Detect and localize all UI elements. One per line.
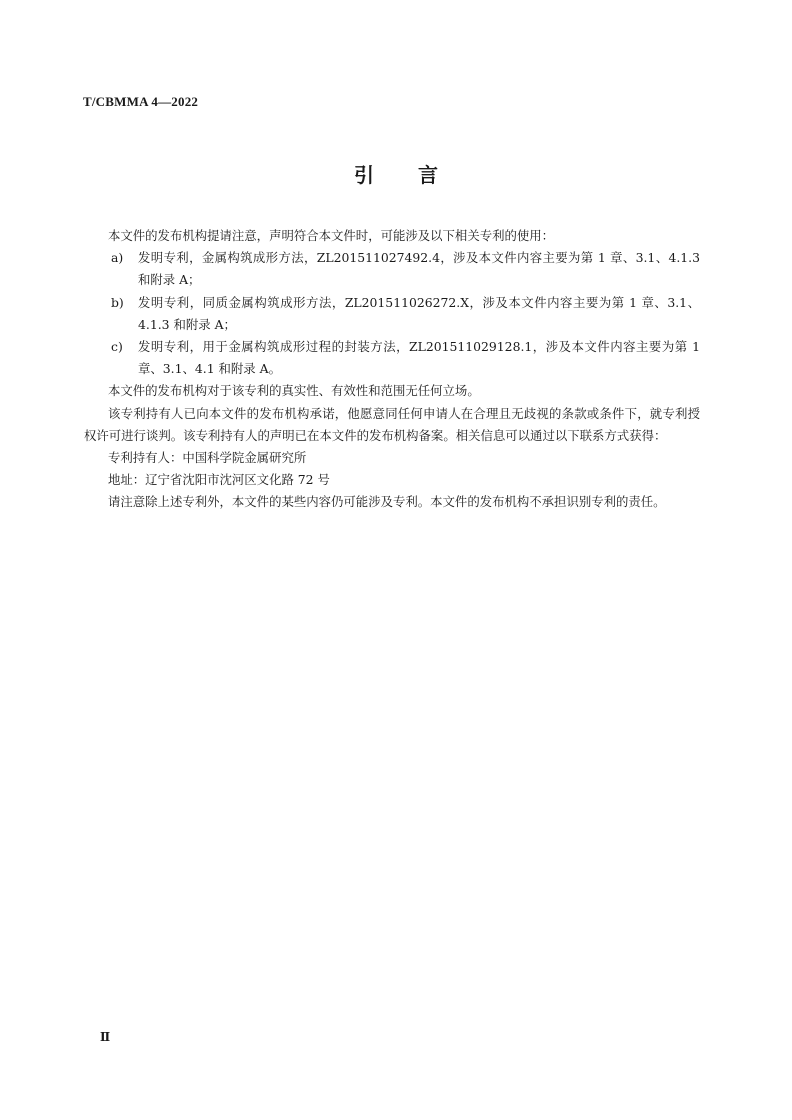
address-line: 地址：辽宁省沈阳市沈河区文化路 72 号 [108, 472, 330, 488]
document-code: T/CBMMA 4—2022 [83, 94, 199, 109]
patent-text: 发明专利，用于金属构筑成形过程的封装方法，ZL201511029128.1，涉及本文件内容主要为第 1 章、3.1、4.1 和附录 A。 [138, 339, 700, 377]
patent-item-a [84, 247, 700, 291]
patent-text: 发明专利，金属构筑成形方法，ZL201511027492.4，涉及本文件内容主要为第 1 章、3.1、4.1.3 和附录 A； [138, 250, 700, 288]
list-marker: b) [111, 294, 124, 310]
patent-item-b [84, 292, 700, 336]
intro-paragraph: 本文件的发布机构提请注意，声明符合本文件时，可能涉及以下相关专利的使用： [108, 228, 555, 243]
patent-text: 发明专利，同质金属构筑成形方法，ZL201511026272.X，涉及本文件内容主要为第 1 章、3.1、4.1.3 和附录 A； [138, 294, 700, 332]
patent-holder-line: 专利持有人：中国科学院金属研究所 [108, 450, 307, 466]
patent-item-c [84, 336, 700, 380]
page-title: 引言 [354, 163, 482, 187]
responsibility-paragraph: 本文件的发布机构对于该专利的真实性、有效性和范围无任何立场。 [108, 383, 480, 399]
list-marker: a) [111, 250, 124, 266]
list-marker: c) [111, 339, 123, 355]
document-body [84, 225, 700, 514]
commitment-paragraph: 该专利持有人已向本文件的发布机构承诺，他愿意同任何申请人在合理且无歧视的条款或条件下，就专利授权许可进行谈判。该专利持有人的声明已在本文件的发布机构备案。相关信息可以通过以下联系方式获得： [84, 405, 700, 443]
page-number: Ⅱ [100, 1030, 111, 1044]
note-paragraph: 请注意除上述专利外，本文件的某些内容仍可能涉及专利。本文件的发布机构不承担识别专利的责任。 [108, 494, 666, 510]
